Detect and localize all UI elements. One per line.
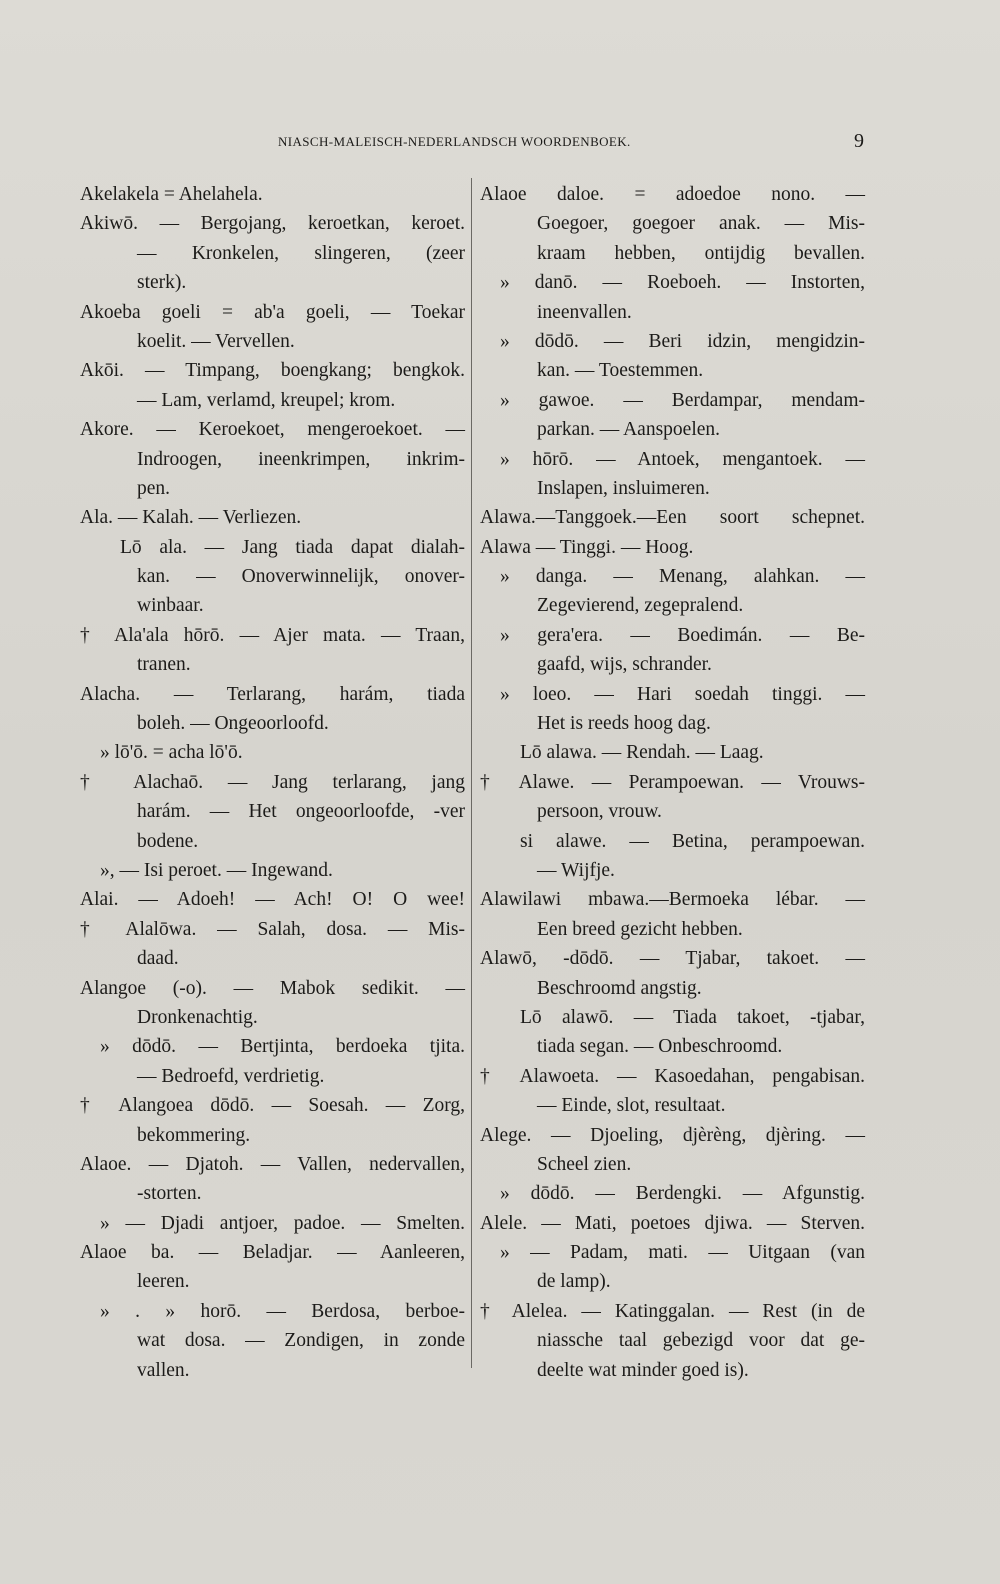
entry-line: Alawō, -dōdō. — Tjabar, takoet. — (480, 948, 865, 970)
entry-line: parkan. — Aanspoelen. (537, 419, 721, 441)
entry-line: wat dosa. — Zondigen, in zonde (137, 1330, 465, 1352)
entry-line: Ala. — Kalah. — Verliezen. (80, 507, 302, 529)
entry-line: † Alachaō. — Jang terlarang, jang (80, 771, 465, 793)
entry-line: — Wijfje. (537, 859, 615, 881)
entry-line: » danō. — Roeboeh. — Instorten, (500, 272, 865, 294)
entry-line: † Ala'ala hōrō. — Ajer mata. — Traan, (80, 624, 465, 646)
entry-line: », — Isi peroet. — Ingewand. (100, 859, 333, 881)
entry-line: Indroogen, ineenkrimpen, inkrim- (137, 448, 465, 470)
entry-line: Alele. — Mati, poetoes djiwa. — Sterven. (480, 1212, 865, 1234)
entry-line: gaafd, wijs, schrander. (537, 654, 712, 676)
entry-line: — Kronkelen, slingeren, (zeer (137, 242, 465, 264)
entry-line: Inslapen, insluimeren. (537, 477, 710, 499)
entry-line: tiada segan. — Onbeschroomd. (537, 1036, 783, 1058)
entry-line: Alawa.—Tanggoek.—Een soort schepnet. (480, 507, 865, 529)
entry-line: leeren. (137, 1271, 190, 1293)
entry-line: Beschroomd angstig. (537, 977, 702, 999)
entry-line: » gawoe. — Berdampar, mendam- (500, 389, 865, 411)
entry-line: winbaar. (137, 595, 204, 617)
entry-line: daad. (137, 948, 179, 970)
entry-line: Alacha. — Terlarang, harám, tiada (80, 683, 465, 705)
entry-line: bodene. (137, 830, 199, 852)
entry-line: » hōrō. — Antoek, mengantoek. — (500, 448, 865, 470)
entry-line: pen. (137, 477, 171, 499)
entry-line: niassche taal gebezigd voor dat ge- (537, 1330, 865, 1352)
entry-line: † Alawe. — Perampoewan. — Vrouws- (480, 771, 865, 793)
entry-line: † Alawoeta. — Kasoedahan, pengabisan. (480, 1065, 865, 1087)
entry-line: harám. — Het ongeoorloofde, -ver (137, 801, 465, 823)
entry-line: Akoeba goeli = ab'a goeli, — Toekar (80, 301, 465, 323)
entry-line: tranen. (137, 654, 191, 676)
entry-line: — Bedroefd, verdrietig. (137, 1065, 325, 1087)
entry-line: Lō alawō. — Tiada takoet, -tjabar, (520, 1006, 865, 1028)
entry-line: Goegoer, goegoer anak. — Mis- (537, 213, 865, 235)
entry-line: Alaoe ba. — Beladjar. — Aanleeren, (80, 1242, 465, 1264)
entry-line: Lō ala. — Jang tiada dapat dialah- (120, 536, 465, 558)
entry-line: Zegevierend, zegepralend. (537, 595, 744, 617)
entry-line: Een breed gezicht hebben. (537, 918, 743, 940)
entry-line: Alaoe daloe. = adoedoe nono. — (480, 184, 865, 205)
entry-line: si alawe. — Betina, perampoewan. (520, 830, 865, 852)
entry-line: — Einde, slot, resultaat. (537, 1095, 726, 1117)
page-number: 9 (854, 130, 864, 152)
entry-line: » gera'era. — Boedimán. — Be- (500, 624, 865, 646)
entry-line: Akiwō. — Bergojang, keroetkan, keroet. (80, 213, 465, 235)
right-column (480, 180, 865, 1385)
entry-line: bekommering. (137, 1124, 251, 1146)
running-title: NIASCH-MALEISCH-NEDERLANDSCH WOORDENBOEK. (278, 134, 631, 149)
entry-line: Alai. — Adoeh! — Ach! O! O wee! (80, 889, 465, 911)
entry-line: † Alalōwa. — Salah, dosa. — Mis- (80, 918, 465, 940)
entry-line: » — Padam, mati. — Uitgaan (van (500, 1242, 865, 1264)
entry-line: Het is reeds hoog dag. (537, 713, 711, 735)
page-header (0, 132, 1000, 156)
entry-line: boleh. — Ongeoorloofd. (137, 713, 329, 735)
entry-line: » loeo. — Hari soedah tinggi. — (500, 683, 865, 705)
entry-line: -storten. (137, 1183, 202, 1205)
entry-line: deelte wat minder goed is). (537, 1359, 749, 1381)
entry-line: » dōdō. — Beri idzin, mengidzin- (500, 330, 865, 352)
entry-line: — Lam, verlamd, kreupel; krom. (137, 389, 396, 411)
entry-line: kan. — Toestemmen. (537, 360, 704, 382)
entry-line: » . » horō. — Berdosa, berboe- (100, 1300, 465, 1322)
entry-line: Lō alawa. — Rendah. — Laag. (520, 742, 764, 764)
entry-line: sterk). (137, 272, 187, 294)
entry-line: Akelakela = Ahelahela. (80, 184, 263, 205)
entry-line: de lamp). (537, 1271, 611, 1293)
entry-line: Alawa — Tinggi. — Hoog. (480, 536, 694, 558)
entry-line: kan. — Onoverwinnelijk, onover- (137, 566, 465, 588)
entry-line: vallen. (137, 1359, 190, 1381)
entry-line: Alangoe (-o). — Mabok sedikit. — (80, 977, 465, 999)
entry-line: koelit. — Vervellen. (137, 330, 295, 352)
entry-line: ineenvallen. (537, 301, 632, 323)
entry-line: † Alangoea dōdō. — Soesah. — Zorg, (80, 1095, 465, 1117)
entry-line: » lō'ō. = acha lō'ō. (100, 742, 243, 764)
entry-line: Alawilawi mbawa.—Bermoeka lébar. — (480, 889, 865, 911)
entry-line: » dōdō. — Bertjinta, berdoeka tjita. (100, 1036, 465, 1058)
entry-line: Scheel zien. (537, 1153, 632, 1175)
entry-line: » dōdō. — Berdengki. — Afgunstig. (500, 1183, 865, 1205)
entry-line: Alaoe. — Djatoh. — Vallen, nedervallen, (80, 1153, 465, 1175)
entry-line: » danga. — Menang, alahkan. — (500, 566, 865, 588)
entry-line: » — Djadi antjoer, padoe. — Smelten. (100, 1212, 465, 1234)
entry-line: Dronkenachtig. (137, 1006, 258, 1028)
entry-line: persoon, vrouw. (537, 801, 662, 823)
entry-line: Alege. — Djoeling, djèrèng, djèring. — (480, 1124, 865, 1146)
entry-line: Akore. — Keroekoet, mengeroekoet. — (80, 419, 465, 441)
entry-line: kraam hebben, ontijdig bevallen. (537, 242, 865, 264)
entry-line: Akōi. — Timpang, boengkang; bengkok. (80, 360, 465, 382)
left-column (80, 180, 465, 1385)
column-divider (471, 178, 472, 1368)
entry-line: † Alelea. — Katinggalan. — Rest (in de (480, 1300, 865, 1322)
